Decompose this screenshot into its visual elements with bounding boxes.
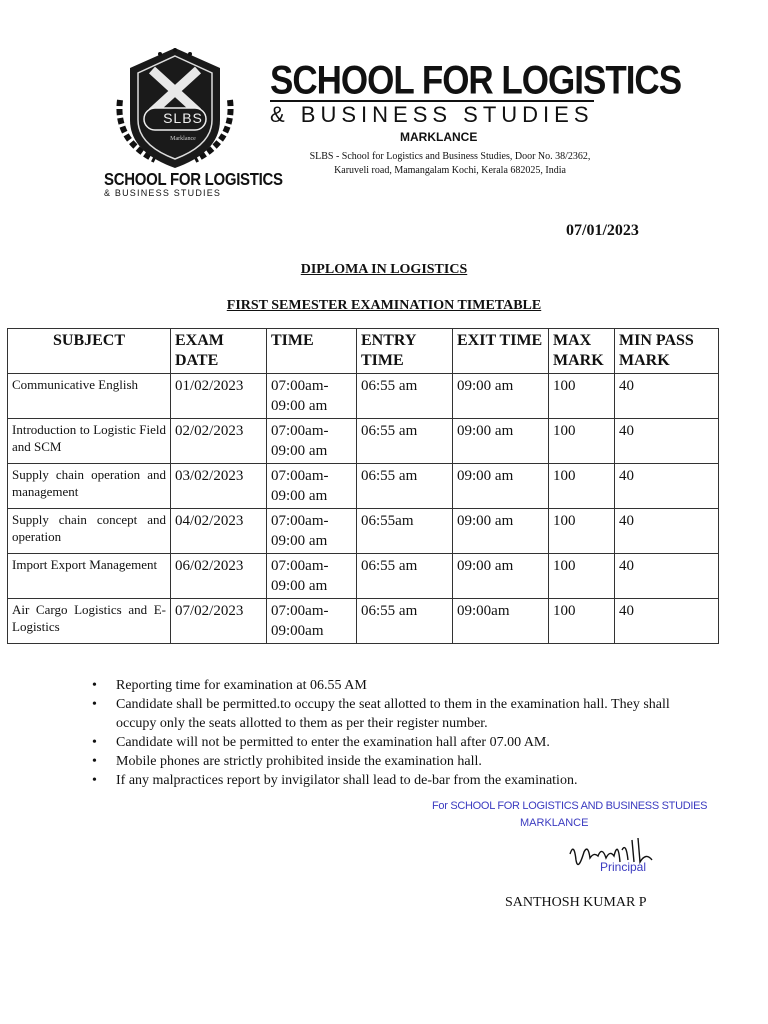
list-item: • Candidate will not be permitted to enter the examination hall after 07.00 AM. xyxy=(92,733,682,752)
table-row xyxy=(8,554,719,599)
cell-date: 07/02/2023 xyxy=(171,599,267,644)
school-address xyxy=(285,150,615,178)
cell-exit: 09:00 am xyxy=(453,374,549,419)
cell-entry: 06:55am xyxy=(357,509,453,554)
header-min-pass-mark: MIN PASS MARK xyxy=(615,329,719,374)
cell-subject: Communicative English xyxy=(8,374,171,419)
address-line-1: SLBS - School for Logistics and Business Studies, Door No. 38/2362, xyxy=(309,151,591,162)
cell-date: 03/02/2023 xyxy=(171,464,267,509)
header-exit-time: EXIT TIME xyxy=(453,329,549,374)
exam-timetable xyxy=(7,328,719,644)
signer-name: SANTHOSH KUMAR P xyxy=(505,895,647,910)
cell-max: 100 xyxy=(549,554,615,599)
school-name: SCHOOL FOR LOGISTICS xyxy=(270,58,682,103)
cell-min: 40 xyxy=(615,419,719,464)
cell-time: 07:00am-09:00 am xyxy=(267,419,357,464)
exam-instructions xyxy=(92,676,682,790)
cell-max: 100 xyxy=(549,419,615,464)
logo-badge-subtext: Marklance xyxy=(170,136,196,142)
cell-max: 100 xyxy=(549,599,615,644)
school-subtitle: & BUSINESS STUDIES xyxy=(270,102,594,127)
header-subject: SUBJECT xyxy=(8,329,171,374)
cell-entry: 06:55 am xyxy=(357,554,453,599)
cell-exit: 09:00 am xyxy=(453,509,549,554)
cell-max: 100 xyxy=(549,509,615,554)
header-max-mark: MAX MARK xyxy=(549,329,615,374)
cell-min: 40 xyxy=(615,599,719,644)
cell-time: 07:00am-09:00 am xyxy=(267,374,357,419)
cell-time: 07:00am-09:00 am xyxy=(267,464,357,509)
header-exam-date: EXAM DATE xyxy=(171,329,267,374)
cell-entry: 06:55 am xyxy=(357,464,453,509)
document-subtitle xyxy=(0,298,768,314)
table-row xyxy=(8,509,719,554)
list-item: • Mobile phones are strictly prohibited inside the examination hall. xyxy=(92,752,682,771)
table-row xyxy=(8,419,719,464)
header-time: TIME xyxy=(267,329,357,374)
cell-subject: Import Export Management xyxy=(8,554,171,599)
document-subtitle-text: FIRST SEMESTER EXAMINATION TIMETABLE xyxy=(226,298,542,313)
cell-entry: 06:55 am xyxy=(357,419,453,464)
list-item: • If any malpractices report by invigilator shall lead to de-bar from the examination. xyxy=(92,771,682,790)
table-row xyxy=(8,599,719,644)
cell-subject: Supply chain operation and management xyxy=(8,464,171,509)
cell-max: 100 xyxy=(549,464,615,509)
table-row xyxy=(8,464,719,509)
cell-min: 40 xyxy=(615,554,719,599)
cell-time: 07:00am-09:00am xyxy=(267,599,357,644)
address-line-2: Karuveli road, Mamangalam Kochi, Kerala 682025, India xyxy=(334,165,566,176)
stamp-for-line: For SCHOOL FOR LOGISTICS AND BUSINESS STUDIES xyxy=(432,800,708,812)
cell-exit: 09:00 am xyxy=(453,554,549,599)
document-title xyxy=(0,262,768,278)
branch-name: MARKLANCE xyxy=(400,130,478,144)
table-row xyxy=(8,374,719,419)
cell-date: 01/02/2023 xyxy=(171,374,267,419)
cell-exit: 09:00am xyxy=(453,599,549,644)
signature-icon xyxy=(560,832,660,882)
header-entry-time: ENTRY TIME xyxy=(357,329,453,374)
cell-subject: Introduction to Logistic Field and SCM xyxy=(8,419,171,464)
cell-exit: 09:00 am xyxy=(453,464,549,509)
cell-time: 07:00am-09:00 am xyxy=(267,554,357,599)
cell-date: 02/02/2023 xyxy=(171,419,267,464)
cell-subject: Air Cargo Logistics and E-Logistics xyxy=(8,599,171,644)
cell-entry: 06:55 am xyxy=(357,374,453,419)
cell-min: 40 xyxy=(615,374,719,419)
table-header-row xyxy=(8,329,719,374)
logo-school-sub: & BUSINESS STUDIES xyxy=(104,188,222,198)
logo-badge-text: SLBS xyxy=(163,110,203,126)
cell-date: 04/02/2023 xyxy=(171,509,267,554)
cell-exit: 09:00 am xyxy=(453,419,549,464)
logo-school-name: SCHOOL FOR LOGISTICS xyxy=(104,170,283,190)
cell-date: 06/02/2023 xyxy=(171,554,267,599)
cell-min: 40 xyxy=(615,509,719,554)
cell-subject: Supply chain concept and operation xyxy=(8,509,171,554)
stamp-role: Principal xyxy=(600,860,647,874)
stamp-branch: MARKLANCE xyxy=(520,817,589,829)
list-item: • Reporting time for examination at 06.55 AM xyxy=(92,676,682,695)
list-item: • Candidate shall be permitted.to occupy the seat allotted to them in the examination hall. They shall occupy only the seats allotted to them as per their register number. xyxy=(92,695,682,733)
document-title-text: DIPLOMA IN LOGISTICS xyxy=(300,262,468,277)
document-date: 07/01/2023 xyxy=(566,222,639,239)
cell-min: 40 xyxy=(615,464,719,509)
cell-max: 100 xyxy=(549,374,615,419)
cell-entry: 06:55 am xyxy=(357,599,453,644)
cell-time: 07:00am-09:00 am xyxy=(267,509,357,554)
